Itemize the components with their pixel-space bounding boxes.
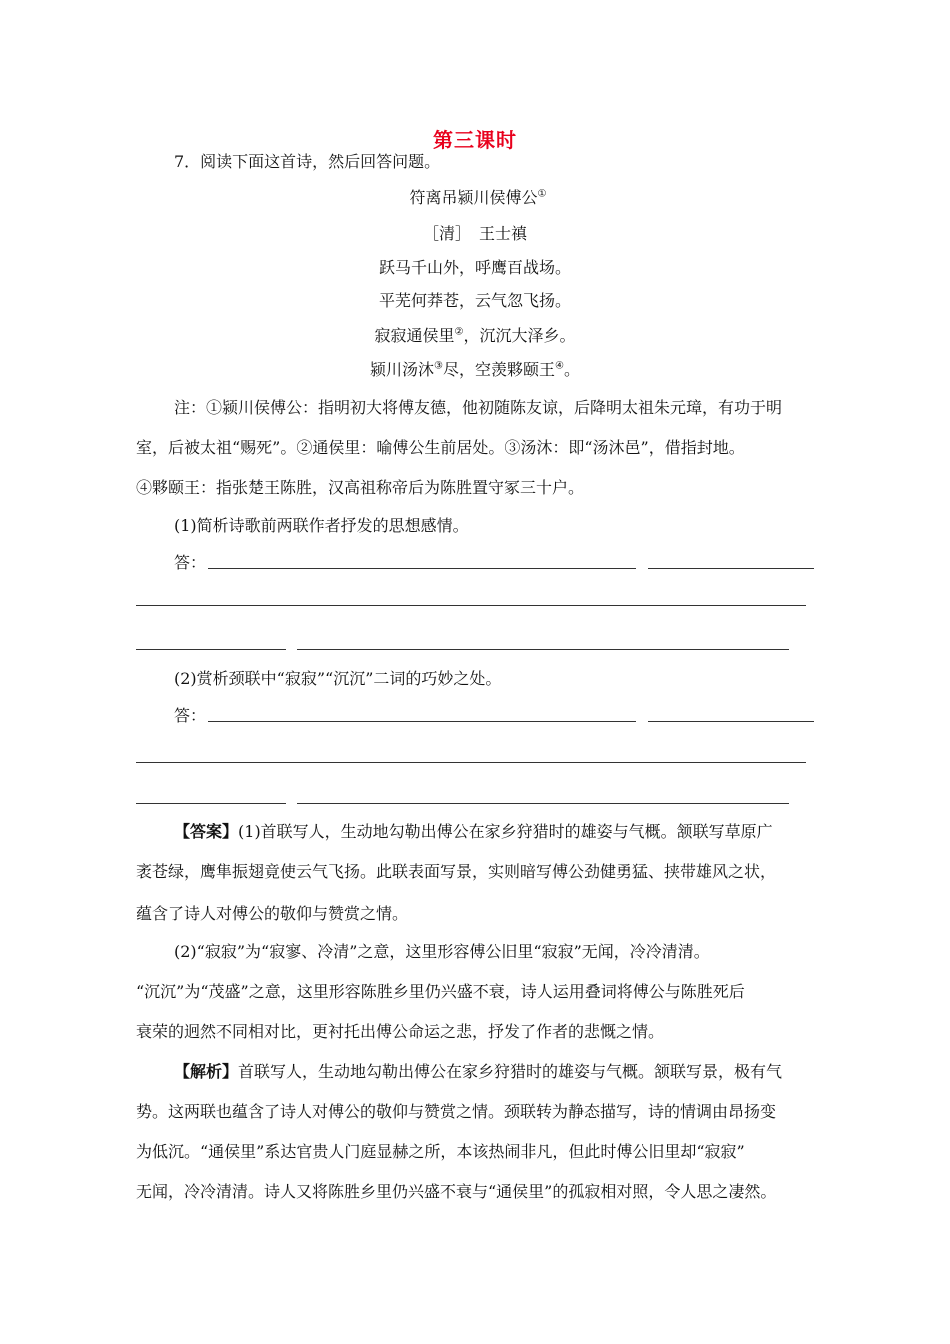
poem-note-line-3: ④夥颐王：指张楚王陈胜，汉高祖称帝后为陈胜置守冢三十户。 <box>136 478 585 497</box>
answer-label-2: 答： <box>174 706 207 725</box>
analysis-tag: 【解析】 <box>174 1062 239 1081</box>
answer-paragraph-2-line-1: (2)“寂寂”为“寂寥、冷清”之意，这里形容傅公旧里“寂寂”无闻，冷冷清清。 <box>174 942 710 961</box>
poem-author: ［清］ 王士禛 <box>422 224 527 243</box>
answer-paragraph-1-line-3: 蕴含了诗人对傅公的敬仰与赞赏之情。 <box>136 904 409 923</box>
answer-blank[interactable] <box>297 649 789 650</box>
answer-paragraph-2-line-2: “沉沉”为“茂盛”之意，这里形容陈胜乡里仍兴盛不衰，诗人运用叠词将傅公与陈胜死后 <box>136 982 745 1001</box>
answer-blank[interactable] <box>297 803 789 804</box>
footnote-marker: ② <box>454 326 464 338</box>
sub-question-1: (1)简析诗歌前两联作者抒发的思想感情。 <box>174 516 469 535</box>
answer-paragraph-1-line-2: 袤苍绿，鹰隼振翅竟使云气飞扬。此联表面写景，实则暗写傅公劲健勇猛、挟带雄风之状， <box>136 862 777 881</box>
poem-note-line-2: 室，后被太祖“赐死”。②通侯里：喻傅公生前居处。③汤沐：即“汤沐邑”，借指封地。 <box>136 438 745 457</box>
answer-blank[interactable] <box>208 721 636 722</box>
answer-paragraph-1-line-1: 【答案】(1)首联写人，生动地勾勒出傅公在家乡狩猎时的雄姿与气概。颔联写草原广 <box>174 822 773 841</box>
answer-label-1: 答： <box>174 553 207 572</box>
poem-line-3: 寂寂通侯里②，沉沉大泽乡。 <box>374 326 576 345</box>
answer-tag: 【答案】 <box>174 822 239 841</box>
sub-question-2: (2)赏析颈联中“寂寂”“沉沉”二词的巧妙之处。 <box>174 669 502 688</box>
page-title: 第三课时 <box>433 128 517 152</box>
analysis-line-1: 【解析】首联写人，生动地勾勒出傅公在家乡狩猎时的雄姿与气概。颔联写景，极有气 <box>174 1062 783 1081</box>
poem-line-1: 跃马千山外，呼鹰百战场。 <box>378 258 571 277</box>
answer-blank[interactable] <box>648 568 814 569</box>
poem-note-line-1: 注：①颍川侯傅公：指明初大将傅友德，他初随陈友谅，后降明太祖朱元璋，有功于明 <box>174 398 783 417</box>
answer-blank[interactable] <box>136 803 286 804</box>
footnote-marker: ① <box>537 188 547 200</box>
poem-line-4: 颍川汤沐③尽，空羡夥颐王④。 <box>370 360 580 379</box>
answer-blank[interactable] <box>136 605 806 606</box>
answer-paragraph-2-line-3: 衰荣的迥然不同相对比，更衬托出傅公命运之悲，抒发了作者的悲慨之情。 <box>136 1022 665 1041</box>
analysis-line-2: 势。这两联也蕴含了诗人对傅公的敬仰与赞赏之情。颈联转为静态描写，诗的情调由昂扬变 <box>136 1102 777 1121</box>
answer-blank[interactable] <box>648 721 814 722</box>
answer-blank[interactable] <box>136 649 286 650</box>
answer-blank[interactable] <box>208 568 636 569</box>
footnote-marker: ④ <box>555 360 564 372</box>
poem-title: 符离吊颍川侯傅公① <box>409 188 547 207</box>
poem-line-2: 平芜何莽苍，云气忽飞扬。 <box>378 291 571 310</box>
question-intro: 7．阅读下面这首诗，然后回答问题。 <box>174 152 441 171</box>
analysis-line-4: 无闻，冷冷清清。诗人又将陈胜乡里仍兴盛不衰与“通侯里”的孤寂相对照，令人思之凄然。 <box>136 1182 777 1201</box>
footnote-marker: ③ <box>434 360 443 372</box>
answer-blank[interactable] <box>136 762 806 763</box>
analysis-line-3: 为低沉。“通侯里”系达官贵人门庭显赫之所，本该热闹非凡，但此时傅公旧里却“寂寂” <box>136 1142 745 1161</box>
